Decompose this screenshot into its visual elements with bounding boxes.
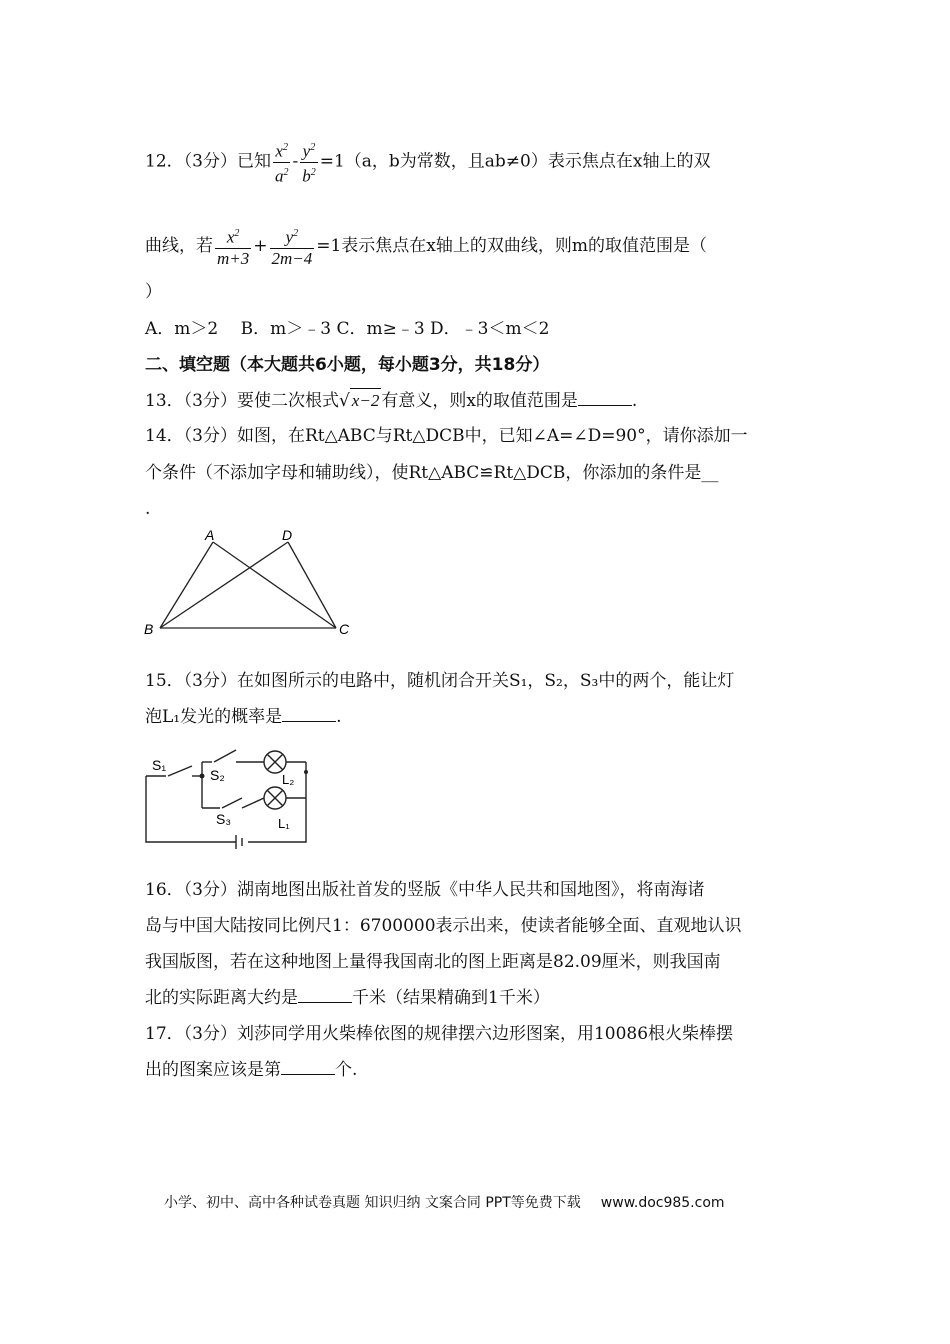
segment-ac — [213, 542, 336, 628]
footer-url[interactable]: www.doc985.com — [600, 1195, 725, 1211]
switch-s2 — [214, 750, 236, 762]
triangle-figure — [138, 522, 368, 644]
section-heading: 二、填空题（本大题共6小题，每小题3分，共18分） — [145, 355, 550, 375]
q15-line2: 泡L₁发光的概率是 . — [145, 707, 342, 727]
q12-line2-prefix: 曲线，若 — [145, 235, 213, 256]
q12-line2: 曲线，若 $\frac{x^2}{m+3}$ + $\frac{y^2}{2m-4}$ =1表示焦点在x轴上的双曲线，则m的取值范围是（ — [145, 224, 707, 269]
label-c: C — [339, 621, 350, 637]
q12-suffix: =1（a，b为常数，且ab≠0）表示焦点在x轴上的双 — [319, 151, 711, 172]
label-d: D — [282, 527, 293, 543]
junction-dot-right — [304, 770, 308, 774]
circuit-figure — [138, 738, 318, 850]
label-s2: S₂ — [210, 767, 225, 783]
q14-line3: . — [145, 499, 151, 519]
wire-right — [248, 772, 306, 842]
q17-answer-blank — [281, 1058, 335, 1075]
wire-left-bottom — [146, 776, 236, 842]
label-l1: L₁ — [278, 816, 290, 831]
fraction-x2-a2: $\frac{x^2}{a^2}$ — [273, 138, 291, 186]
q16-line3: 我国版图，若在这种地图上量得我国南北的图上距离是82.09厘米，则我国南 — [145, 952, 721, 972]
q16-answer-blank — [298, 986, 352, 1003]
q15-answer-blank — [282, 705, 336, 722]
q14-line2: 个条件（不添加字母和辅助线），使Rt△ABC≌Rt△DCB，你添加的条件是__ — [145, 463, 719, 483]
q16-line4: 北的实际距离大约是 千米（结果精确到1千米） — [145, 988, 550, 1008]
q12-options: A．m＞2 B．m＞﹣3 C．m≥﹣3 D．﹣3＜m＜2 — [145, 319, 550, 339]
label-s1: S₁ — [152, 757, 167, 773]
q15-line1: 15．（3分）在如图所示的电路中，随机闭合开关S₁，S₂，S₃中的两个，能让灯 — [145, 671, 735, 691]
q12-line1: 12．（3分）已知 $\frac{x^2}{a^2}$ - $\frac{y^2}{b^2}$ =1（a，b为常数，且ab≠0）表示焦点在x轴上的双 — [145, 138, 710, 186]
q16-line1: 16．（3分）湖南地图出版社首发的竖版《中华人民共和国地图》，将南海诸 — [145, 880, 705, 900]
fraction-x2-m3: $\frac{x^2}{m+3}$ — [215, 224, 251, 269]
q12-prefix: 12．（3分）已知 — [145, 151, 271, 172]
label-a: A — [205, 527, 215, 543]
junction-dot — [200, 774, 205, 779]
q17-line2: 出的图案应该是第 个. — [145, 1060, 358, 1080]
q16-line2: 岛与中国大陆按同比例尺1：6700000表示出来，使读者能够全面、直观地认识 — [145, 916, 742, 936]
q14-line1: 14．（3分）如图，在Rt△ABC与Rt△DCB中，已知∠A=∠D=90°，请你添加一 — [145, 426, 748, 446]
switch-s1 — [168, 766, 192, 776]
label-b: B — [144, 621, 154, 637]
fraction-y2-b2: $\frac{y^2}{b^2}$ — [300, 138, 318, 186]
footer — [164, 1192, 725, 1212]
q12-line3: ） — [145, 282, 162, 302]
label-l2: L₂ — [282, 772, 295, 787]
segment-ba — [160, 542, 213, 628]
q17-line1: 17．（3分）刘莎同学用火柴棒依图的规律摆六边形图案，用10086根火柴棒摆 — [145, 1024, 734, 1044]
q13-answer-blank — [578, 389, 632, 406]
radicand: x−2 — [350, 388, 382, 413]
radical-sign: √ — [338, 391, 350, 411]
fraction-y2-2m4: $\frac{y^2}{2m-4}$ — [270, 224, 315, 269]
q12-line2-suffix: =1表示焦点在x轴上的双曲线，则m的取值范围是（ — [316, 235, 708, 256]
footer-text: 小学、初中、高中各种试卷真题 知识归纳 文案合同 PPT等免费下载 — [164, 1195, 581, 1211]
q13-line: 13．（3分）要使二次根式√ x−2 有意义，则x的取值范围是 . — [145, 388, 637, 413]
label-s3: S₃ — [216, 811, 232, 827]
segment-dc — [288, 542, 336, 628]
segment-bd — [160, 542, 288, 628]
switch-s3 — [222, 798, 242, 808]
